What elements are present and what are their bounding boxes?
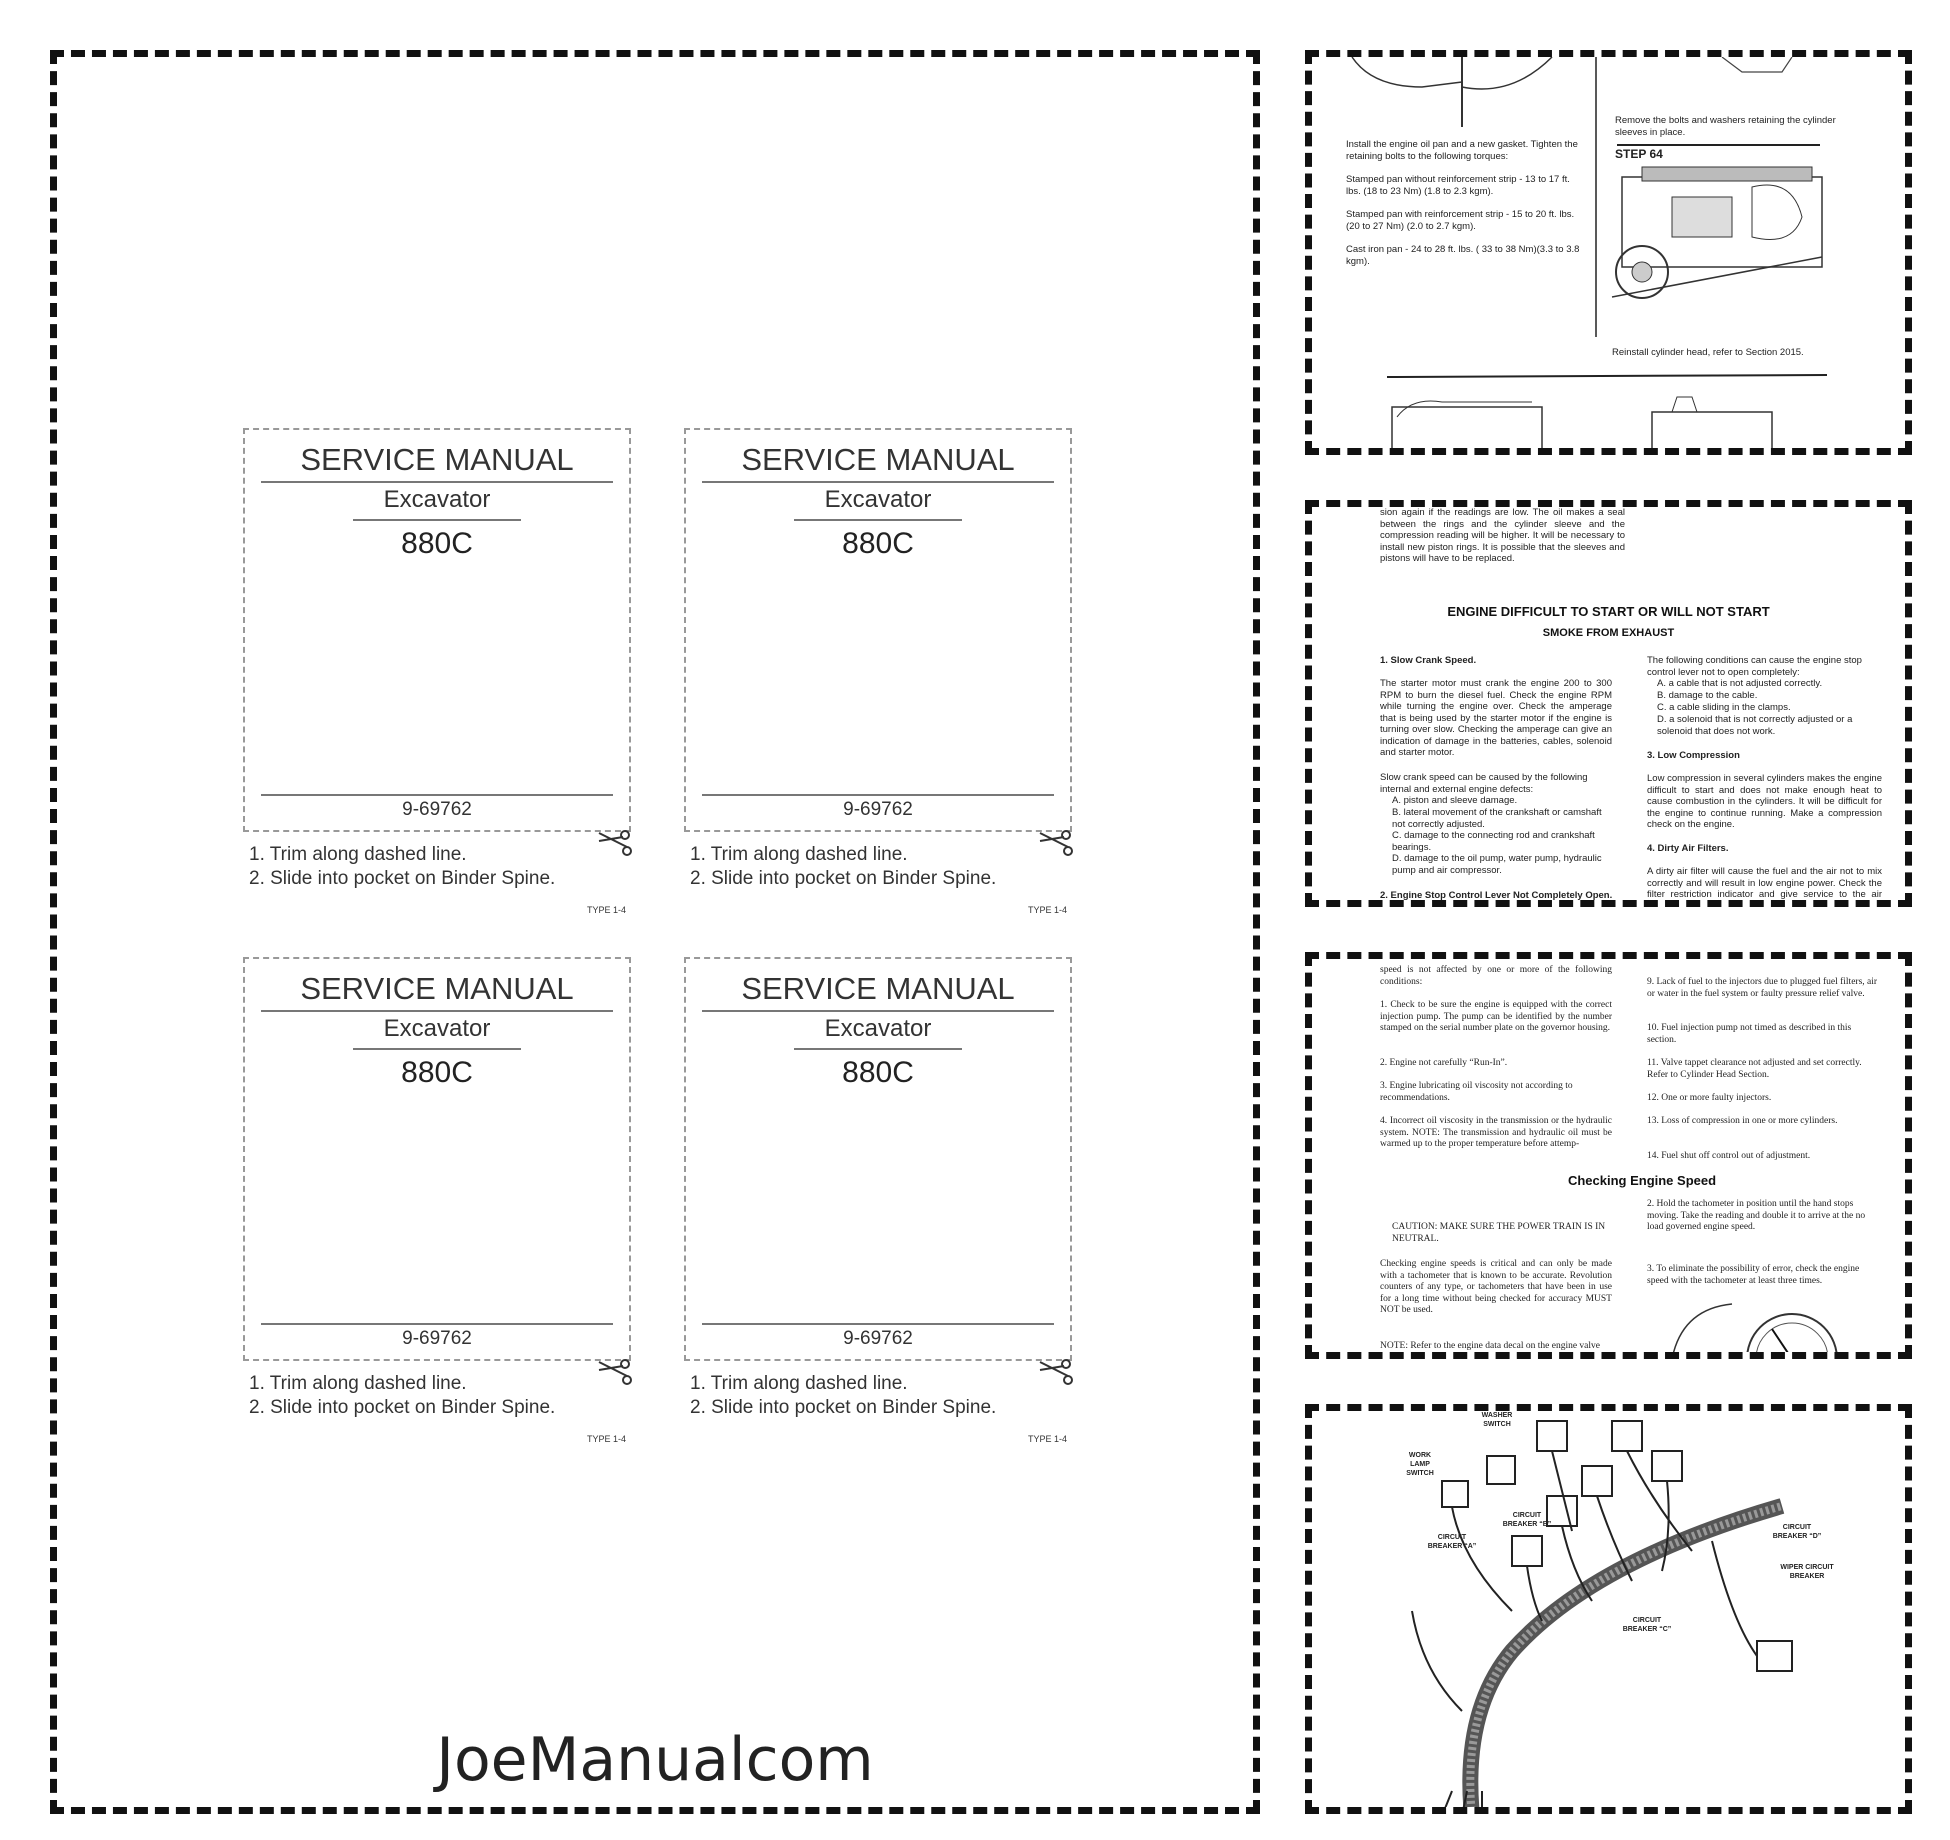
step-label: STEP 64 — [1615, 147, 1663, 161]
card-part-number: 9-69762 — [843, 1328, 913, 1349]
type-label: TYPE 1-4 — [587, 905, 627, 915]
section-subheading: SMOKE FROM EXHAUST — [1542, 627, 1675, 639]
diagram-label: WASHER SWITCH — [1481, 1412, 1513, 1428]
trim-instructions — [249, 843, 555, 891]
list-item: 1. Check to be sure the engine is equipped with the correct injection pump. The pump can be identified by the number stamped on the serial number plate on the governor housing. — [1380, 1000, 1612, 1033]
list-item: 12. One or more faulty injectors. — [1647, 1093, 1772, 1103]
card-model: 880C — [842, 1056, 914, 1089]
card-subtitle: Excavator — [824, 1015, 932, 1042]
list-item: 9. Lack of fuel to the injectors due to plugged fuel filters, air or water in the fuel system or faulty pressure relief valve. — [1647, 977, 1878, 999]
scissors-icon — [1038, 827, 1074, 863]
divider — [261, 794, 613, 796]
diagram-label: WORK LAMP SWITCH — [1406, 1452, 1434, 1477]
list-item: 10. Fuel injection pump not timed as described in this section. — [1647, 1023, 1852, 1045]
body-text: A dirty air filter will cause the fuel and the air not to mix correctly and will result in low engine power. Check the filter restriction indicator and give service to the air filters, if required. — [1647, 866, 1882, 907]
list-item: C. a cable sliding in the clamps. — [1657, 702, 1791, 713]
list-item: 3. To eliminate the possibility of error, check the engine speed with the tachometer at least three times. — [1647, 1264, 1860, 1286]
subsection-title: 1. Slow Crank Speed. — [1380, 655, 1477, 666]
service-manual-card — [243, 428, 631, 832]
list-item: C. damage to the connecting rod and crankshaft bearings. — [1392, 830, 1595, 853]
card-subtitle: Excavator — [383, 1015, 491, 1042]
trim-instructions — [690, 1372, 996, 1420]
card-title: SERVICE MANUAL — [300, 442, 574, 477]
trim-instructions — [690, 843, 996, 891]
instruction-line: 2. Slide into pocket on Binder Spine. — [690, 868, 997, 889]
main-cover-panel — [50, 50, 1260, 1814]
instruction-line: 2. Slide into pocket on Binder Spine. — [249, 1397, 556, 1418]
diagram-label: WIPER CIRCUIT BREAKER — [1780, 1564, 1834, 1580]
section-heading: ENGINE DIFFICULT TO START OR WILL NOT START — [1447, 604, 1770, 619]
divider — [261, 481, 613, 483]
instruction-line: 2. Slide into pocket on Binder Spine. — [249, 868, 556, 889]
list-item: D. damage to the oil pump, water pump, hydraulic pump and air compressor. — [1392, 853, 1602, 876]
list-item: 13. Loss of compression in one or more cylinders. — [1647, 1116, 1838, 1126]
note-text: NOTE: Refer to the engine data decal on the engine valve cover for the engine no load — [1380, 1341, 1600, 1359]
torque-spec: Cast iron pan - 24 to 28 ft. lbs. ( 33 to 38 Nm)(3.3 to 3.8 kgm). — [1346, 244, 1580, 267]
diagram-label: CIRCUIT BREAKER “B” — [1502, 1512, 1552, 1528]
instruction-line: 1. Trim along dashed line. — [690, 844, 908, 865]
service-manual-card — [684, 957, 1072, 1361]
card-subtitle: Excavator — [383, 486, 491, 513]
subsection-title: 2. Engine Stop Control Lever Not Completely Open. — [1380, 890, 1613, 901]
divider — [261, 1010, 613, 1012]
divider — [702, 1323, 1054, 1325]
divider — [702, 794, 1054, 796]
body-text: speed is not affected by one or more of the following conditions: — [1380, 965, 1612, 987]
section-heading: Checking Engine Speed — [1567, 1173, 1717, 1188]
torque-spec: Stamped pan without reinforcement strip - 13 to 17 ft. lbs. (18 to 23 Nm) (1.8 to 2.3 kgm). — [1346, 174, 1570, 197]
type-label: TYPE 1-4 — [587, 1434, 627, 1444]
card-model: 880C — [401, 527, 473, 560]
service-manual-card — [684, 428, 1072, 832]
instruction-line: 1. Trim along dashed line. — [249, 1373, 467, 1394]
card-model: 880C — [842, 527, 914, 560]
install-text: Install the engine oil pan and a new gasket. Tighten the retaining bolts to the following torques: — [1346, 139, 1578, 162]
scissors-icon — [597, 1356, 633, 1392]
manual-page-preview-4 — [1305, 1404, 1912, 1814]
card-title: SERVICE MANUAL — [741, 442, 1015, 477]
card-title: SERVICE MANUAL — [741, 971, 1015, 1006]
remove-text: Remove the bolts and washers retaining the cylinder sleeves in place. — [1615, 115, 1836, 138]
diagram-label: CIRCUIT BREAKER “A” — [1427, 1534, 1477, 1550]
subsection-title: 4. Dirty Air Filters. — [1647, 843, 1729, 854]
body-text: Checking engine speeds is critical and can only be made with a tachometer that is known to be accurate. Revolution counters of any type, or tachometers that have been in use for a long time without being checked for accuracy MUST NOT be used. — [1380, 1259, 1612, 1315]
divider — [702, 481, 1054, 483]
list-item: A. a cable that is not adjusted correctly. — [1657, 678, 1823, 689]
list-item: 2. Hold the tachometer in position until the hand stops moving. Take the reading and double it to arrive at the no load governed engine speed. — [1647, 1199, 1866, 1232]
service-manual-card — [243, 957, 631, 1361]
body-text: The following conditions can cause the engine stop control lever not to open completely: — [1647, 655, 1862, 678]
manual-page-preview-3 — [1305, 952, 1912, 1359]
body-text: Low compression in several cylinders makes the engine difficult to start and does not make enough heat to cause combustion in the cylinders. It will be difficult for the engine to continue running. Make a compression check on the engine. — [1647, 773, 1882, 830]
list-item: 3. Engine lubricating oil viscosity not according to recommendations. — [1380, 1081, 1573, 1103]
list-item: 14. Fuel shut off control out of adjustment. — [1647, 1151, 1811, 1161]
list-item: 4. Incorrect oil viscosity in the transmission or the hydraulic system. NOTE: The transmission and hydraulic oil must be warmed up to the proper temperature before attemp- — [1380, 1116, 1612, 1149]
list-item: A. piston and sleeve damage. — [1392, 795, 1518, 806]
list-item: B. damage to the cable. — [1657, 690, 1758, 701]
card-part-number: 9-69762 — [402, 799, 472, 820]
tachometer-illustration — [1642, 1299, 1882, 1359]
trim-instructions — [249, 1372, 555, 1420]
divider — [353, 1048, 521, 1050]
subsection-title: 3. Low Compression — [1647, 750, 1740, 761]
manual-page-preview-2 — [1305, 500, 1912, 907]
card-part-number: 9-69762 — [402, 1328, 472, 1349]
intro-text: sion again if the readings are low. The oil makes a seal between the rings and the cylinder sleeve and the compression reading will be higher. It will be necessary to install new piston rings. It is possible that the sleeves and pistons will have to be replaced. — [1380, 507, 1625, 564]
instruction-line: 1. Trim along dashed line. — [690, 1373, 908, 1394]
list-item: D. a solenoid that is not correctly adjusted or a solenoid that does not work. — [1657, 714, 1853, 737]
scissors-icon — [597, 827, 633, 863]
instruction-line: 2. Slide into pocket on Binder Spine. — [690, 1397, 997, 1418]
card-part-number: 9-69762 — [843, 799, 913, 820]
torque-spec: Stamped pan with reinforcement strip - 15 to 20 ft. lbs. (20 to 27 Nm) (2.0 to 2.7 kgm). — [1346, 209, 1575, 232]
diagram-label: CIRCUIT BREAKER “D” — [1772, 1524, 1822, 1540]
caution-text: CAUTION: MAKE SURE THE POWER TRAIN IS IN NEUTRAL. — [1392, 1222, 1606, 1244]
divider — [353, 519, 521, 521]
reinstall-text: Reinstall cylinder head, refer to Section 2015. — [1612, 347, 1804, 358]
list-item: 2. Engine not carefully “Run-In”. — [1380, 1058, 1508, 1068]
list-item: 11. Valve tappet clearance not adjusted and set correctly. Refer to Cylinder Head Section. — [1647, 1058, 1862, 1080]
type-label: TYPE 1-4 — [1028, 905, 1068, 915]
instruction-line: 1. Trim along dashed line. — [249, 844, 467, 865]
list-item: B. lateral movement of the crankshaft or camshaft not correctly adjusted. — [1392, 807, 1602, 830]
card-model: 880C — [401, 1056, 473, 1089]
body-text: Slow crank speed can be caused by the following internal and external engine defects: — [1380, 772, 1588, 795]
divider — [794, 1048, 962, 1050]
diagram-label: CIRCUIT BREAKER “C” — [1622, 1617, 1672, 1633]
card-subtitle: Excavator — [824, 486, 932, 513]
type-label: TYPE 1-4 — [1028, 1434, 1068, 1444]
card-title: SERVICE MANUAL — [300, 971, 574, 1006]
scissors-icon — [1038, 1356, 1074, 1392]
body-text: The starter motor must crank the engine 200 to 300 RPM to burn the diesel fuel. Check the engine RPM while turning the engine over. Check the amperage that is being used by the starter motor if the engine is turning over slow. Checking the amperage can give an indication of damage in the batteries, cables, solenoid and starter motor. — [1380, 678, 1612, 758]
divider — [794, 519, 962, 521]
divider — [702, 1010, 1054, 1012]
manual-page-preview-1 — [1305, 50, 1912, 455]
divider — [261, 1323, 613, 1325]
watermark-text: JoeManualcom — [436, 1725, 874, 1795]
